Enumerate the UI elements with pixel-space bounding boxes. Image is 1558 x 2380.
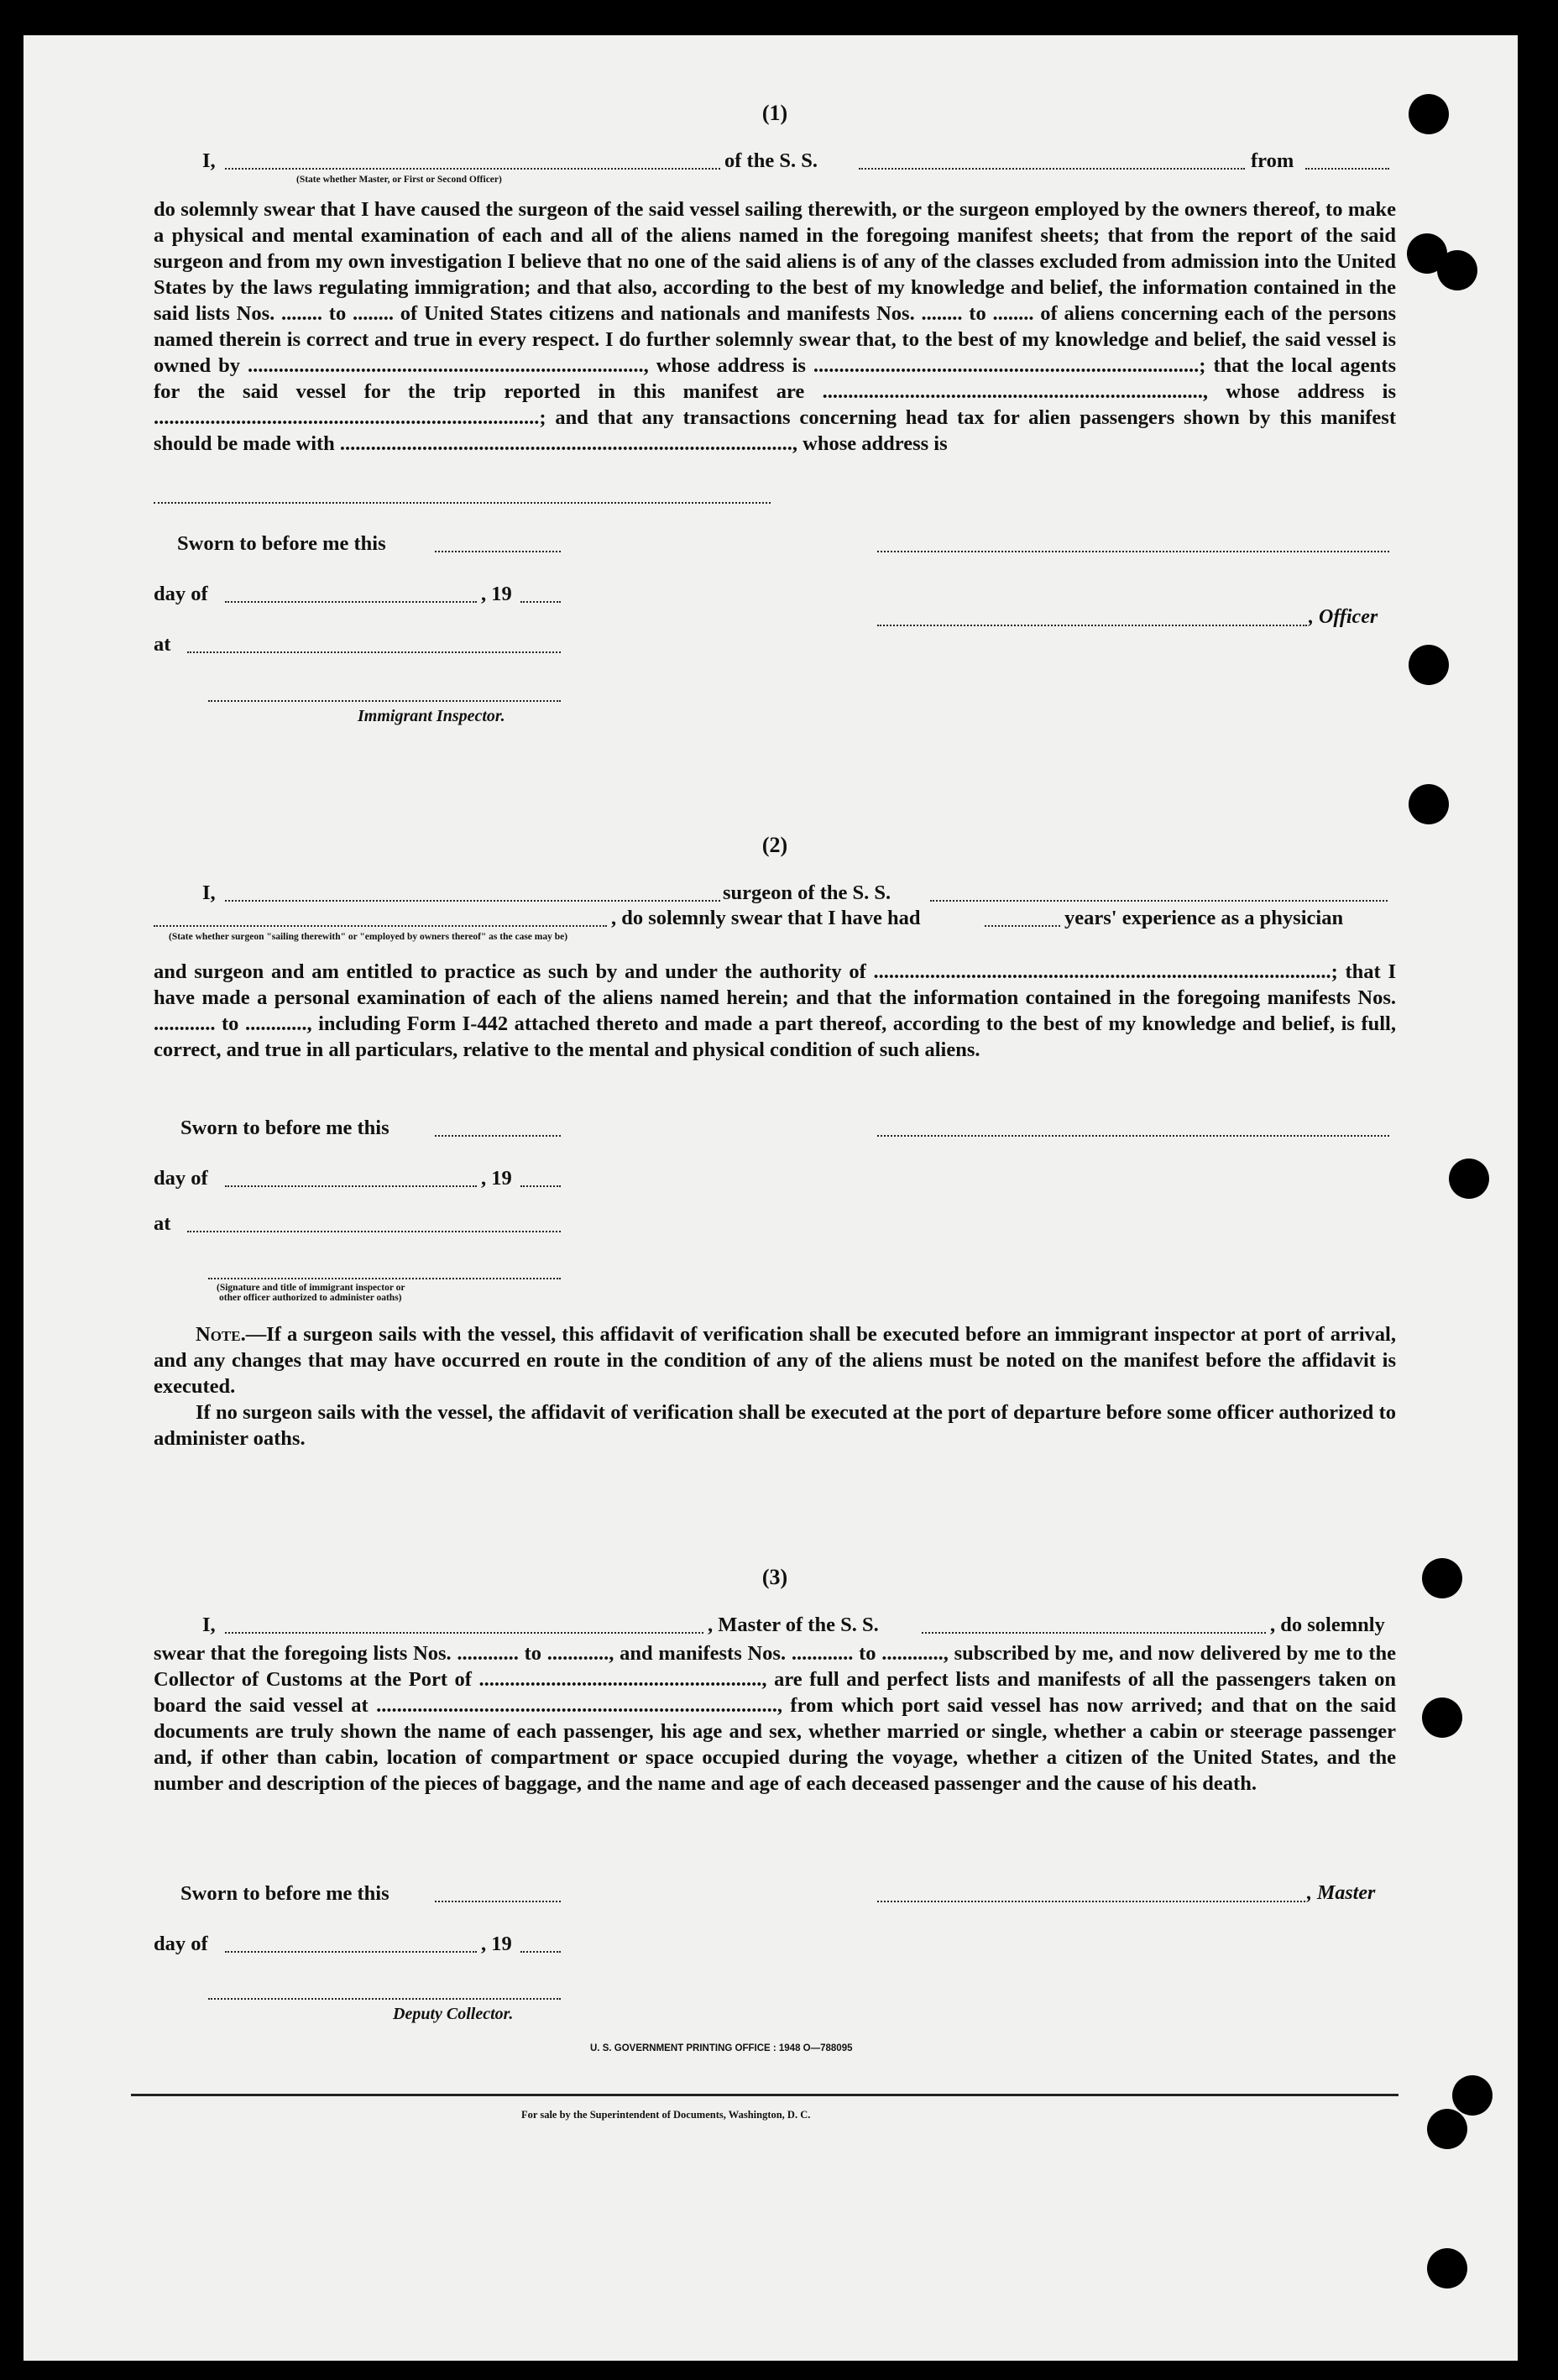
section-1-inspector-label: Immigrant Inspector. [358,707,505,725]
section-2-day-of: day of [154,1167,208,1190]
section-2-note-text: —If a surgeon sails with the vessel, this affidavit of verification shall be executed before an immigrant inspector at port of arrival, and any changes that may have occurred en route in the condition of any of the aliens must be noted on the manifest before the affidavit is executed. [154,1323,1396,1398]
section-3-master: , Master of the S. S. [708,1614,879,1636]
section-1-day-of: day of [154,583,208,605]
section-2-sworn: Sworn to before me this [180,1117,390,1139]
punch-hole [1409,784,1449,824]
section-1-number: (1) [761,101,788,125]
section-2-status-blank[interactable] [154,923,607,927]
section-2-at-blank[interactable] [187,1229,561,1232]
section-3-number: (3) [761,1565,788,1589]
section-2-at: at [154,1212,171,1235]
section-2-year-blank[interactable] [520,1184,561,1187]
section-1-inspector-signature-blank[interactable] [208,698,561,702]
section-3-day-blank[interactable] [225,1949,477,1953]
section-2-body: and surgeon and am entitled to practice as such by and under the authority of .........................................................................................; that I have made a personal examination of each of the aliens named herein; and that the information contained in the foregoing manifests Nos. ............ to ............, including Form I-442 attached thereto and made a part thereof, according to the best of my knowledge and belief, is full, correct, and true in all particulars, relative to the mental and physical condition of such aliens. [154,960,1396,1061]
section-3-year: , 19 [481,1933,512,1955]
section-2-note [154,1321,1396,1399]
section-3-sworn-blank[interactable] [435,1899,561,1902]
section-2-number: (2) [761,833,788,857]
section-3-ship-blank[interactable] [922,1630,1266,1634]
punch-hole [1437,250,1477,290]
punch-hole [1452,2075,1493,2116]
printing-office-line: U. S. GOVERNMENT PRINTING OFFICE : 1948 O—788095 [590,2043,853,2053]
form-page [24,35,1518,2361]
section-1-body: do solemnly swear that I have caused the surgeon of the said vessel sailing therewith, or the surgeon employed by the owners thereof, to make a physical and mental examination of each and all of the aliens named in the foregoing manifest sheets; that from the report of the said surgeon and from my own investigation I believe that no one of the said aliens is of any of the classes excluded from admission into the United States by the laws regulating immigration; and that also, according to the best of my knowledge and belief, the information contained in the said lists Nos. ........ to ........ of United States citizens and nationals and manifests Nos. ........ to ........ of aliens concerning each of the persons named therein is correct and true in every respect. I do further solemnly swear that, to the best of my knowledge and belief, the said vessel is owned by ............................................................................., whose address is ...........................................................................; that the local agents for the said vessel for the trip reported in this manifest are .........................................................................., whose address is ...........................................................................; and that any transactions concerning head tax for alien passengers shown by this manifest should be made with ........................................................................................, whose address is [154,198,1396,455]
section-2-note2: If no surgeon sails with the vessel, the affidavit of verification shall be executed at the port of departure before some officer authorized to administer oaths. [154,1401,1396,1450]
section-3-year-blank[interactable] [520,1949,561,1953]
punch-hole [1449,1159,1489,1199]
section-2-signature-blank[interactable] [877,1133,1389,1137]
section-2-caption: (State whether surgeon "sailing therewith" or "employed by owners thereof" as the case may be) [169,932,568,942]
section-2-sworn-blank[interactable] [435,1133,561,1137]
section-2-year: , 19 [481,1167,512,1190]
section-2-surgeon: surgeon of the S. S. [723,881,891,904]
section-1-officer-signature-blank[interactable] [877,623,1307,626]
footer-rule [131,2094,1399,2096]
section-1-of-ss: of the S. S. [724,149,818,172]
section-1-year: , 19 [481,583,512,605]
section-2-i: I, [202,881,216,904]
section-2-note-label: Note. [196,1323,246,1346]
section-1-address-blank[interactable] [154,500,771,504]
punch-hole [1409,94,1449,134]
section-1-from: from [1251,149,1294,172]
punch-hole [1427,2109,1467,2149]
section-1-i: I, [202,149,216,172]
section-1-caption: (State whether Master, or First or Second Officer) [296,175,502,185]
section-1-at: at [154,633,171,656]
punch-hole [1422,1558,1462,1598]
section-3-master-label: , Master [1307,1882,1376,1904]
section-2-swear: , do solemnly swear that I have had [611,907,921,929]
section-2-name-blank[interactable] [225,898,720,902]
section-3-master-signature-blank[interactable] [877,1899,1305,1902]
punch-hole [1427,2248,1467,2288]
section-1-at-blank[interactable] [187,650,561,653]
section-2-inspector-signature-blank[interactable] [208,1276,561,1279]
section-2-years: years' experience as a physician [1064,907,1344,929]
section-2-sig-caption-2: other officer authorized to administer oaths) [219,1293,402,1303]
punch-hole [1422,1697,1462,1738]
sale-line: For sale by the Superintendent of Documents, Washington, D. C. [521,2109,811,2121]
section-3-day-of: day of [154,1933,208,1955]
section-1-year-blank[interactable] [520,599,561,603]
section-1-sworn-blank[interactable] [435,549,561,552]
section-1-signature-blank[interactable] [877,549,1389,552]
section-2-sig-caption-1: (Signature and title of immigrant inspector or [217,1283,405,1293]
section-1-officer-label: , Officer [1309,606,1378,628]
punch-hole [1409,645,1449,685]
section-2-day-blank[interactable] [225,1184,477,1187]
section-1-from-blank[interactable] [1305,166,1389,170]
section-3-body: swear that the foregoing lists Nos. ............ to ............, and manifests Nos. ............ to ............, subscribed by me, and now delivered by me to the Collector of Customs at the Port of ......................................................., are full and perfect lists and manifests of all the passengers taken on board the said vessel at .............................................................................., from which port said vessel has now arrived; and that on the said documents are truly shown the name of each passenger, his age and sex, whether married or single, whether a cabin or steerage passenger and, if other than cabin, location of compartment or space occupied during the voyage, whether a citizen of the United States, and the number and description of the pieces of baggage, and the name and age of each deceased passenger and the cause of his death. [154,1642,1396,1795]
section-2-years-blank[interactable] [985,923,1060,927]
section-3-name-blank[interactable] [225,1630,703,1634]
section-3-deputy-signature-blank[interactable] [208,1996,561,2000]
section-1-ship-blank[interactable] [859,166,1245,170]
section-1-day-blank[interactable] [225,599,477,603]
section-3-swear: , do solemnly [1270,1614,1385,1636]
section-1-officer-blank[interactable] [225,166,720,170]
section-3-sworn: Sworn to before me this [180,1882,390,1905]
section-2-ship-blank[interactable] [930,898,1388,902]
section-1-sworn: Sworn to before me this [177,532,386,555]
section-3-i: I, [202,1614,216,1636]
section-3-deputy-label: Deputy Collector. [393,2005,514,2023]
